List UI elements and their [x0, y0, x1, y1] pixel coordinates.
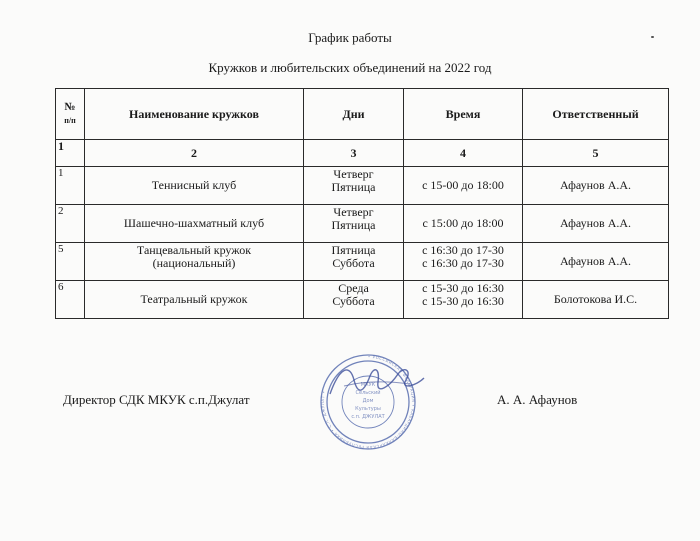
day: Четверг	[333, 167, 374, 181]
table-row	[56, 243, 669, 281]
document-subtitle: Кружков и любительских объединений на 2022 год	[208, 60, 492, 75]
club-name-line: Театральный кружок	[140, 292, 248, 306]
handwritten-signature	[320, 356, 430, 406]
club-days	[304, 281, 404, 319]
club-name-line: Танцевальный кружок	[136, 243, 252, 257]
header-days: Дни	[304, 89, 404, 140]
header-responsible: Ответственный	[523, 89, 669, 140]
column-number: 4	[404, 140, 523, 167]
club-name	[85, 205, 304, 243]
club-responsible: Афаунов А.А.	[523, 243, 669, 281]
club-name	[85, 243, 304, 281]
director-title: Директор СДК МКУК с.п.Джулат	[63, 392, 250, 407]
row-index: 5	[56, 243, 85, 281]
club-time	[404, 205, 523, 243]
time-range: с 16:30 до 17-30	[422, 243, 504, 257]
header-name: Наименование кружков	[85, 89, 304, 140]
day: Среда	[338, 281, 369, 295]
club-time	[404, 243, 523, 281]
club-name-line: Шашечно-шахматный клуб	[123, 216, 265, 230]
column-number: 2	[85, 140, 304, 167]
stamp-line: Сельский	[355, 390, 381, 396]
club-responsible: Афаунов А.А.	[523, 205, 669, 243]
column-number: 1	[56, 140, 85, 167]
club-name	[85, 281, 304, 319]
time-range: с 16:30 до 17-30	[422, 256, 504, 270]
signature-name: А. А. Афаунов	[497, 392, 578, 407]
row-index: 2	[56, 205, 85, 243]
day: Суббота	[332, 256, 375, 270]
document-title: График работы	[308, 30, 392, 45]
club-days	[304, 205, 404, 243]
day: Четверг	[333, 205, 374, 219]
day: Пятница	[331, 218, 376, 232]
club-days	[304, 243, 404, 281]
header-num-abbr: п/п	[64, 116, 76, 125]
column-number: 5	[523, 140, 669, 167]
stamp-line: МКУК	[360, 382, 376, 388]
club-responsible: Болотокова И.С.	[523, 281, 669, 319]
table-row	[56, 281, 669, 319]
stamp-line: Дом	[362, 398, 374, 404]
scan-speck	[651, 36, 654, 38]
schedule-table	[55, 88, 669, 319]
club-name-line: Теннисный клуб	[151, 178, 237, 192]
time-range: с 15-30 до 16:30	[422, 294, 504, 308]
club-time	[404, 281, 523, 319]
club-days	[304, 167, 404, 205]
club-name-line: (национальный)	[152, 256, 236, 270]
time-range: с 15-30 до 16:30	[422, 281, 504, 295]
header-row	[56, 89, 669, 140]
header-num-symbol: №	[64, 101, 76, 113]
time-range: с 15:00 до 18:00	[422, 216, 504, 230]
column-number: 3	[304, 140, 404, 167]
header-time: Время	[404, 89, 523, 140]
row-index: 1	[56, 167, 85, 205]
svg-text:• РОССИЙСКАЯ ФЕДЕРАЦИЯ • КАБАР: • РОССИЙСКАЯ ФЕДЕРАЦИЯ • КАБАРДИНО-БАЛКАРСКАЯ РЕСПУБЛИКА • С.П. ДЖУЛАТ •	[319, 353, 416, 451]
day: Пятница	[331, 243, 376, 257]
table-row	[56, 167, 669, 205]
stamp-line: Культуры	[355, 406, 381, 412]
table-row	[56, 205, 669, 243]
club-name	[85, 167, 304, 205]
header-num	[56, 89, 85, 140]
day: Пятница	[331, 180, 376, 194]
club-responsible: Афаунов А.А.	[523, 167, 669, 205]
time-range: с 15-00 до 18:00	[422, 178, 504, 192]
club-time	[404, 167, 523, 205]
day: Суббота	[332, 294, 375, 308]
row-index: 6	[56, 281, 85, 319]
stamp-line: с.п. ДЖУЛАТ	[351, 414, 385, 420]
column-number-row	[56, 140, 669, 167]
